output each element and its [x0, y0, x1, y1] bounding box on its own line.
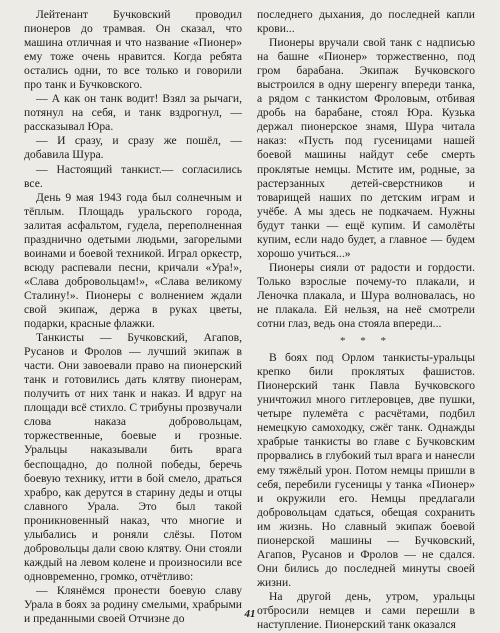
paragraph: Пионеры сияли от радости и гордости. Только взрослые почему-то плакали, и Леночка плакала, и Шура волновалась, но не плакала. Ей нельзя, на неё смотрели сотни глаз, ведь она стояла впереди...: [257, 260, 475, 331]
paragraph: Лейтенант Бучковский проводил пионеров до трамвая. Он сказал, что машина отличная и что название «Пионер» ему тоже очень нравится. Когда ребята остались одни, то все только и говорили про танк и Бучковского.: [24, 8, 242, 92]
page-number: 41: [244, 608, 256, 620]
left-column: [24, 8, 242, 626]
paragraph: В боях под Орлом танкисты-уральцы крепко били проклятых фашистов. Пионерский танк Павла Бучковского уничтожил много гитлеровцев, две пушки, четыре пулемёта с расчётами, подбил немецкую самоходку, сжёг танк. Однажды храбрые танкисты во главе с Бучковским прорвались в глубокий тыл врага и нанесли ему тяжёлый урон. Потом немцы пришли в себя, перебили гусеницы у танка «Пионер» и окружили его. Немцы предлагали добровольцам сдаться, обещая сохранить им жизнь. Но славный экипаж боевой пионерской машины — Бучковский, Агапов, Русанов и Фролов — не сдался. Они бились до последней минуты своей жизни.: [257, 351, 475, 589]
paragraph: Пионеры вручали свой танк с надписью на башне «Пионер» торжественно, под гром барабана. Экипаж Бучковского выстроился в одну шеренгу впереди танка, а рядом с танкистом Фроловым, отбивая дробь на барабане, стоял Юра. Кузька держал пионерское знамя, Шура читала наказ: «Пусть под гусеницами нашей боевой машины найдут себе смерть проклятые немцы. Мстите им, родные, за растерзанных детей-сверстников и товарищей наших по детским играм и учёбе. А мы здесь не подкачаем. Нужны будут танки — ещё купим. И самолёты купим, если надо будет, а главное — будем хорошо учиться...»: [257, 36, 475, 260]
paragraph: — Настоящий танкист.— согласились все.: [24, 162, 242, 190]
section-separator: * * *: [340, 335, 392, 348]
paragraph: — А как он танк водит! Взял за рычаги, потянул на себя, и танк вздрогнул, — рассказывал Юра.: [24, 92, 242, 134]
paragraph: На другой день, утром, уральцы отбросили немцев и сами перешли в наступление. Пионерский танк оказался: [257, 589, 475, 632]
paragraph-continued: последнего дыхания, до последней капли крови...: [257, 8, 475, 36]
paragraph: — И сразу, и сразу же пошёл, — добавила Шура.: [24, 134, 242, 162]
right-column: [257, 8, 475, 632]
paragraph: День 9 мая 1943 года был солнечным и тёплым. Площадь уральского города, залитая асфальтом, гудела, переполненная празднично одетыми людьми, загорелыми воинами и боевой техникой. Играл оркестр, всюду распевали песни, кричали «Ура!», «Слава добровольцам!», «Слава великому Сталину!». Пионеры с волнением ждали свой экипаж, держа в руках цветы, подарки, красные флажки.: [24, 190, 242, 331]
paragraph: — Клянёмся пронести боевую славу Урала в боях за родину смелыми, храбрыми и преданными своей Отчизне до: [24, 583, 242, 626]
paragraph: Танкисты — Бучковский, Агапов, Русанов и Фролов — лучший экипаж в части. Они завоевали право на пионерский танк и готовились дать клятву пионерам, получить от них танк и наказ. И вдруг на площади всё стихло. С трибуны прозвучали слова наказа добровольцам, торжественные, боевые и грозные. Уральцы наказывали бить врага беспощадно, до полной победы, беречь боевую технику, итти в бой смело, драться храбро, как дерутся в старину деды и отцы славного Урала. Это был такой проникновенный наказ, что многие и улыбались и роняли слёзы. Потом добровольцы дали свою клятву. Они стояли каждый на левом колене и произносили все одновременно, громко, отчётливо:: [24, 331, 242, 583]
